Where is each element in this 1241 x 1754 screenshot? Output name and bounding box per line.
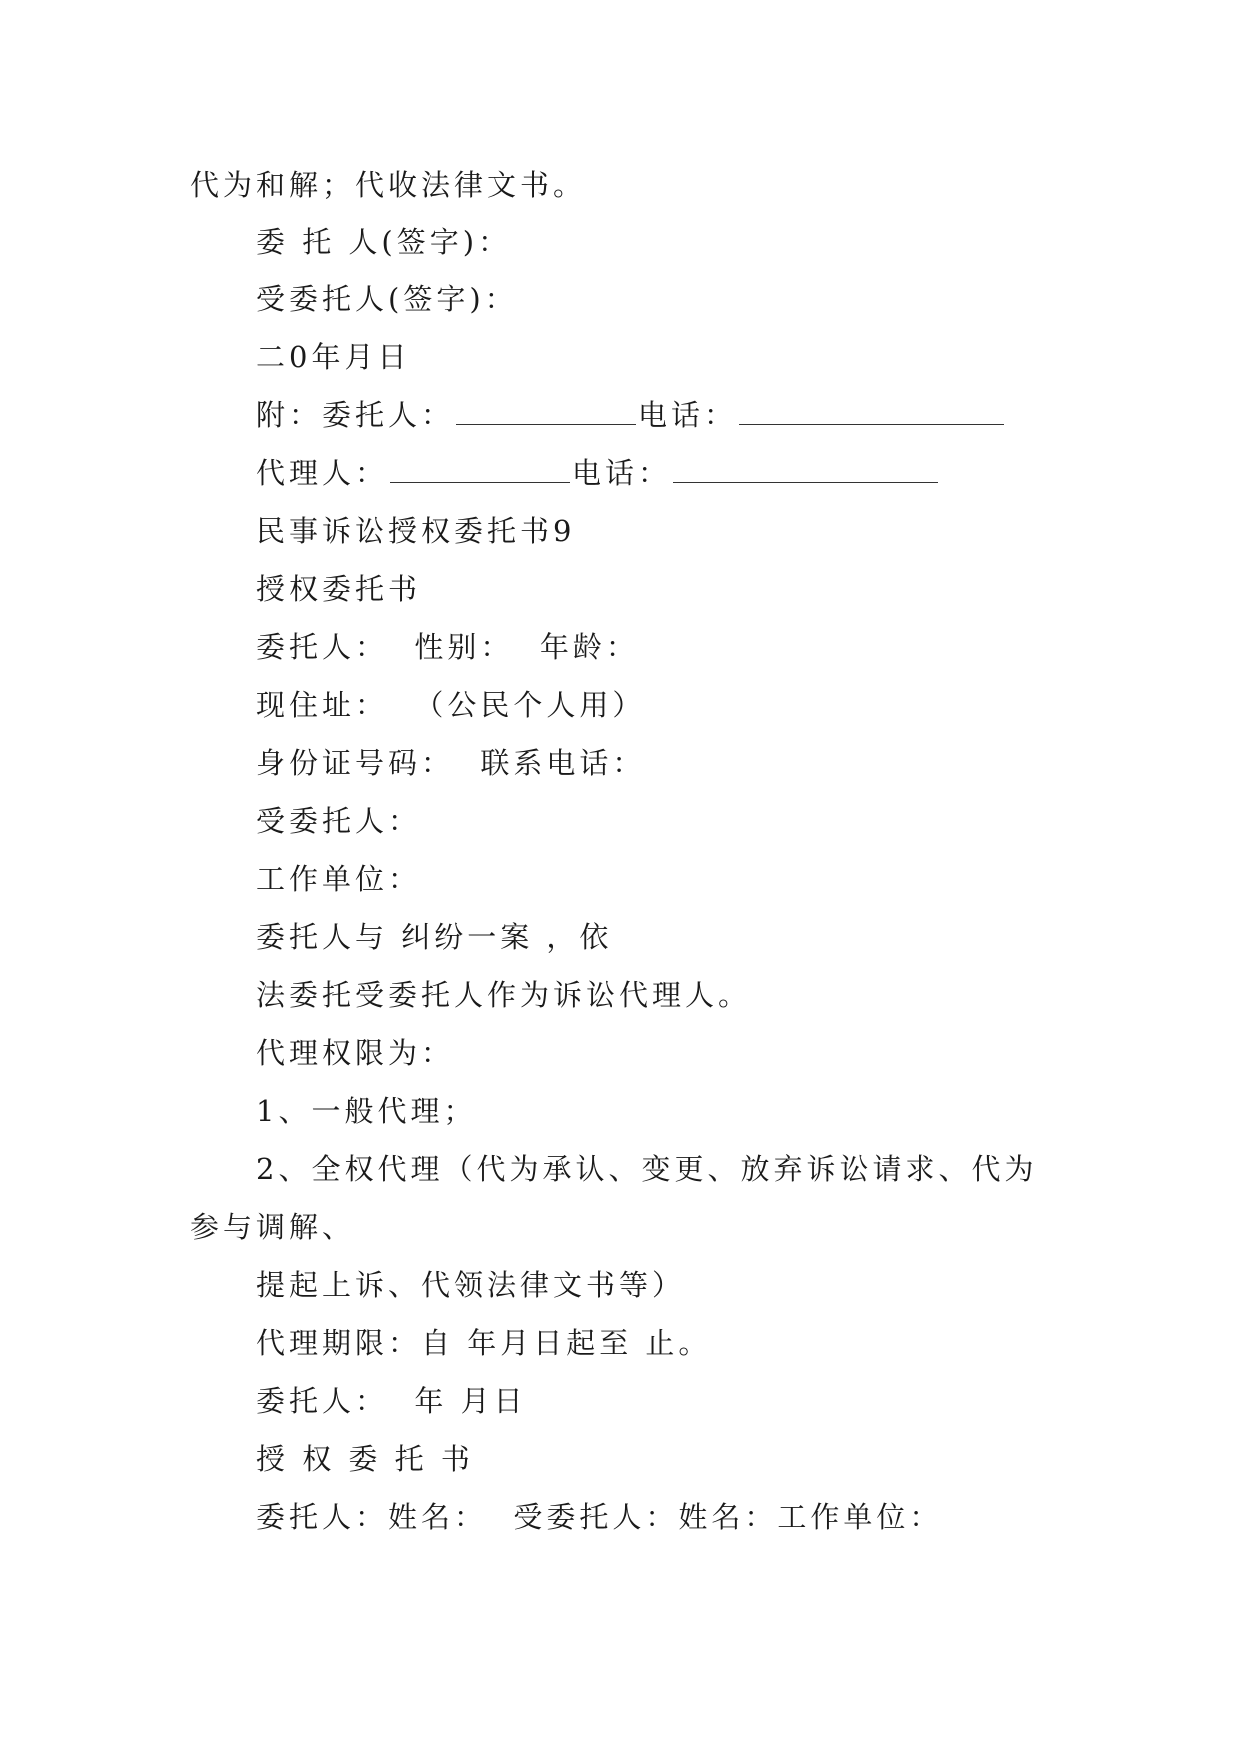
text-line: 工作单位：: [256, 862, 422, 896]
phone-label: 电话：: [638, 398, 738, 432]
text-line: 委托人： 性别： 年龄：: [256, 630, 639, 664]
agent-label: 代理人：: [256, 456, 389, 490]
text-line: 委托人： 年 月日: [256, 1384, 527, 1418]
text-line: 代为和解；代收法律文书。: [190, 168, 587, 202]
text-line: 2、全权代理（代为承认、变更、放弃诉讼请求、代为: [256, 1152, 1038, 1186]
principal-blank: [456, 398, 636, 425]
agent-blank: [390, 456, 570, 483]
text-line: 1、一般代理；: [256, 1094, 477, 1128]
text-line: 代理权限为：: [256, 1036, 455, 1070]
text-line: 参与调解、: [190, 1210, 356, 1244]
phone-blank: [739, 398, 1004, 425]
doc-title: 授权委托书: [256, 572, 422, 606]
text-line: 受委托人：: [256, 804, 422, 838]
text-line: 提起上诉、代领法律文书等）: [256, 1268, 686, 1302]
principal-label: 附：委托人：: [256, 398, 455, 432]
attachment-agent-line: [256, 455, 940, 491]
phone-blank: [673, 456, 938, 483]
text-line: 委托人与 纠纷一案 ，依: [256, 920, 613, 954]
text-line: 二0年月日: [256, 340, 411, 374]
text-line: 委托人：姓名： 受委托人：姓名：工作单位：: [256, 1500, 943, 1534]
phone-label: 电话：: [572, 456, 672, 490]
section-title: 民事诉讼授权委托书9: [256, 514, 576, 548]
text-line: 受委托人(签字)：: [256, 282, 518, 316]
text-line: 法委托受委托人作为诉讼代理人。: [256, 978, 752, 1012]
text-line: 现住址： （公民个人用）: [256, 688, 646, 722]
text-line: 身份证号码： 联系电话：: [256, 746, 646, 780]
text-line: 代理期限：自 年月日起至 止。: [256, 1326, 712, 1360]
text-line: 委 托 人(签字)：: [256, 225, 512, 259]
doc-title: 授 权 委 托 书: [256, 1442, 474, 1476]
attachment-principal-line: [256, 397, 1006, 433]
